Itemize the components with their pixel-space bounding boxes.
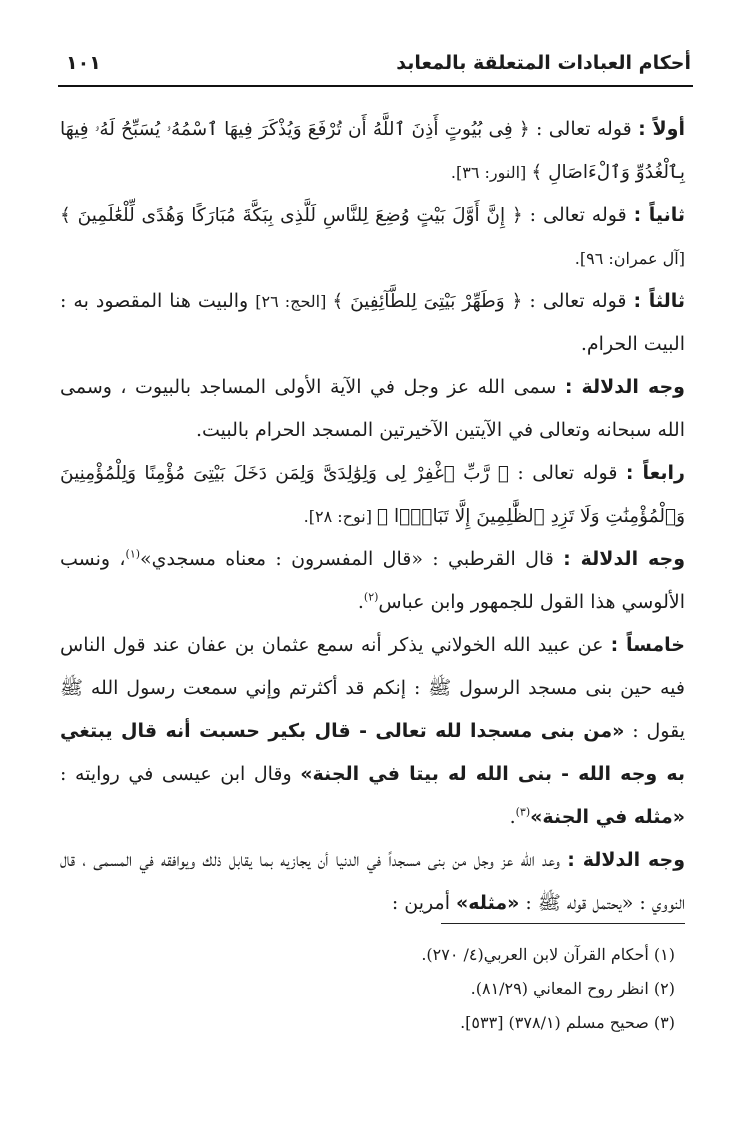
paragraph-evidence-1 — [60, 366, 685, 452]
paragraph-text: . — [509, 806, 516, 828]
paragraph-first — [60, 108, 685, 194]
running-title: أحكام العبادات المتعلقة بالمعابد — [396, 52, 691, 74]
paragraph-label: ثالثاً : — [633, 290, 685, 312]
footnote-item: (١) أحكام القرآن لابن العربي(٤/ ٢٧٠). — [421, 945, 675, 964]
verse-reference: [نوح: ٢٨]. — [303, 507, 378, 526]
paragraph-label: وجه الدلالة : — [567, 849, 686, 871]
paragraph-text: قال القرطبي : «قال المفسرون : معناه مسجدي» — [140, 548, 564, 570]
verse-reference: [آل عمران: ٩٦]. — [574, 249, 685, 268]
paragraph-label: وجه الدلالة : — [564, 376, 685, 398]
paragraph-intro: قوله تعالى : — [508, 462, 626, 484]
paragraph-label: وجه الدلالة : — [563, 548, 685, 570]
footnote-item: (٢) انظر روح المعاني (٨١/٢٩). — [470, 979, 675, 998]
hadith-text: «مثله في الجنة» — [530, 806, 685, 828]
paragraph-label: ثانياً : — [633, 204, 686, 226]
paragraph-intro: قوله تعالى : — [522, 290, 634, 312]
page-number: ١٠١ — [66, 52, 101, 74]
footnote-ref[interactable]: (٢) — [363, 590, 379, 604]
running-header — [60, 48, 691, 78]
quran-verse: ﴿ رَّبِّ ٱغْفِرْ لِى وَلِوَٰلِدَىَّ وَلِمَن دَخَلَ بَيْتِىَ مُؤْمِنًا وَلِلْمُؤْمِنِينَ وَٱلْمُؤْمِنَٰتِ وَلَا تَزِدِ ٱلظَّٰلِمِينَ إِلَّا تَبَارًۢا ﴾ — [60, 463, 685, 527]
paragraph-text: أمرين : — [391, 892, 457, 914]
paragraph-second — [60, 194, 685, 280]
main-text — [60, 108, 685, 925]
paragraph-intro: قوله تعالى : — [529, 118, 639, 140]
quran-verse: ﴿ فِى بُيُوتٍ أَذِنَ ٱللَّهُ أَن تُرْفَعَ وَيُذْكَرَ فِيهَا ٱسْمُهُۥ يُسَبِّحُ لَهُۥ فِيهَا بِٱلْغُدُوِّ وَٱلْءَاصَالِ ﴾ — [60, 119, 685, 183]
footnote-divider — [441, 923, 685, 924]
footnotes — [60, 938, 675, 1040]
paragraph-fourth — [60, 452, 685, 538]
paragraph-label: خامساً : — [610, 634, 685, 656]
paragraph-text: . — [357, 591, 364, 613]
paragraph-text: سمى الله عز وجل في الآية الأولى المساجد بالبيوت ، وسمى الله سبحانه وتعالى في الآيتين الآخيرتين المسجد الحرام بالبيت. — [60, 376, 685, 441]
paragraph-fifth — [60, 624, 685, 839]
paragraph-label: أولاً : — [638, 118, 686, 140]
paragraph-text: وقال ابن عيسى في روايته : — [60, 763, 301, 785]
quran-verse: ﴿ إِنَّ أَوَّلَ بَيْتٍ وُضِعَ لِلنَّاسِ لَلَّذِى بِبَكَّةَ مُبَارَكًا وَهُدًى لِّلْعَٰلَمِينَ ﴾ — [60, 205, 523, 226]
paragraph-intro: قوله تعالى : — [522, 204, 634, 226]
quran-verse: ﴿ وَطَهِّرْ بَيْتِىَ لِلطَّآئِفِينَ ﴾ — [332, 291, 523, 312]
verse-reference: [النور: ٣٦]. — [450, 163, 532, 182]
header-divider — [58, 85, 693, 87]
paragraph-text: والبيت هنا المقصود به : البيت الحرام. — [60, 290, 685, 355]
paragraph-text: وعد الله عز وجل من بنى مسجداً في الدنيا أن يجازيه بما يقابل ذلك ويوافقه في المسمى ، قال النووي : «يحتمل قوله ﷺ : — [60, 849, 685, 914]
hadith-text: «من بنى مسجدا لله تعالى - قال بكير حسبت أنه قال يبتغي به وجه الله - بنى الله له بيتا في الجنة» — [60, 720, 686, 785]
paragraph-text: عن عبيد الله الخولاني يذكر أنه سمع عثمان بن عفان عند قول الناس فيه حين بنى مسجد الرسول ﷺ : إنكم قد أكثرتم وإني سمعت رسول الله ﷺ يقول : — [60, 634, 686, 742]
footnote-item: (٣) صحيح مسلم (٣٧٨/١) [٥٣٣]. — [460, 1013, 675, 1032]
footnote-ref[interactable]: (٣) — [515, 805, 531, 819]
hadith-text: «مثله» — [456, 892, 520, 914]
verse-reference: [الحج: ٢٦] — [255, 292, 333, 311]
paragraph-evidence-3 — [60, 839, 685, 925]
paragraph-label: رابعاً : — [625, 462, 685, 484]
paragraph-third — [60, 280, 685, 366]
footnote-ref[interactable]: (١) — [125, 547, 141, 561]
paragraph-evidence-2 — [60, 538, 685, 624]
paragraph-text: ، ونسب الألوسي هذا القول للجمهور وابن عباس — [60, 548, 685, 613]
